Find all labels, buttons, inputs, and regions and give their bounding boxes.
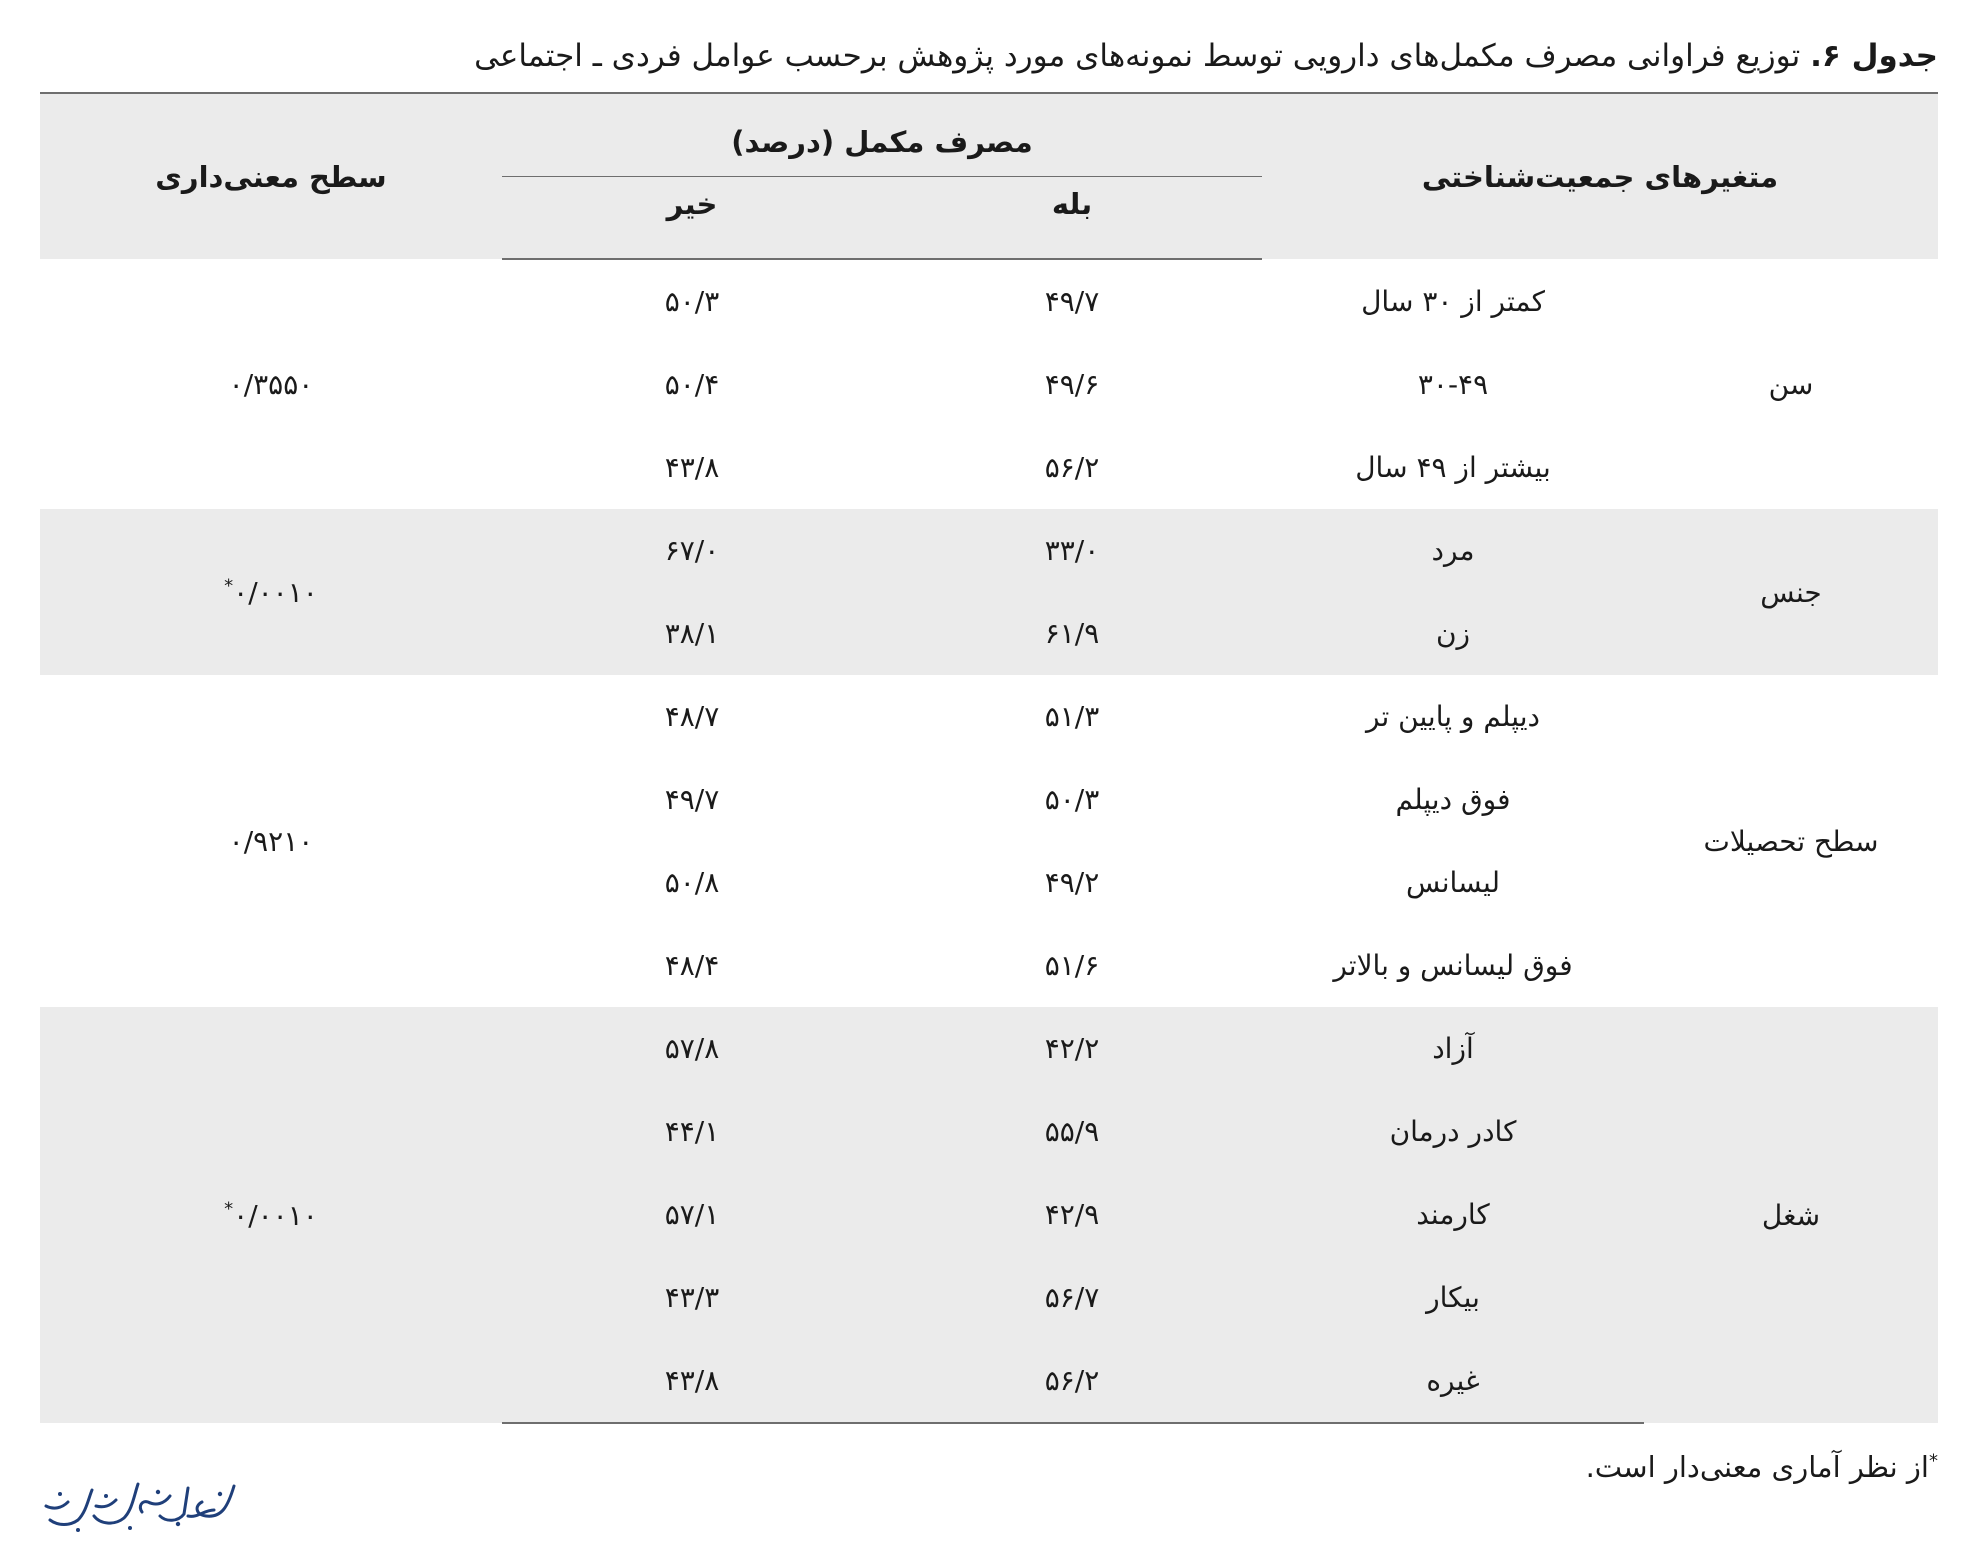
category-label: دیپلم و پایین تر (1366, 700, 1540, 733)
no-percent: ۴۸/۷ (664, 700, 720, 733)
yes-percent: ۵۵/۹ (882, 1090, 1262, 1173)
category-label: کمتر از ۳۰ سال (1361, 284, 1545, 318)
header-supplement-usage-label: مصرف مکمل (درصد) (731, 125, 1033, 159)
category-label: بیشتر از ۴۹ سال (1355, 451, 1551, 484)
significance-cell (40, 675, 502, 1007)
variable-group-name: جنس (1644, 509, 1938, 675)
no-percent: ۵۰/۸ (664, 866, 720, 899)
header-supplement-usage (502, 93, 1262, 177)
no-percent: ۴۳/۸ (664, 451, 720, 484)
yes-percent: ۵۶/۷ (882, 1256, 1262, 1339)
table-caption (40, 34, 1938, 78)
table-row (40, 1007, 1938, 1090)
variable-group-name: سطح تحصیلات (1703, 824, 1879, 858)
yes-percent: ۴۹/۷ (1044, 285, 1100, 318)
no-percent: ۴۳/۳ (502, 1256, 882, 1339)
yes-percent: ۶۱/۹ (882, 592, 1262, 675)
yes-percent: ۴۲/۹ (882, 1173, 1262, 1256)
header-demographic-variables: متغیرهای جمعیت‌شناختی (1262, 93, 1938, 259)
category-label: فوق دیپلم (1395, 783, 1511, 816)
no-percent: ۴۴/۱ (502, 1090, 882, 1173)
significance-value: ۰/۰۰۱۰ (233, 575, 318, 609)
no-percent: ۳۸/۱ (502, 592, 882, 675)
category-label: کادر درمان (1262, 1090, 1644, 1173)
footnote-text: از نظر آماری معنی‌دار است. (1585, 1450, 1929, 1484)
table-container (40, 92, 1938, 1424)
yes-percent: ۵۱/۳ (1044, 700, 1100, 733)
yes-percent: ۴۹/۲ (1044, 866, 1100, 899)
header-yes: بله (882, 177, 1262, 259)
no-percent: ۴۳/۸ (502, 1339, 882, 1423)
significance-cell (40, 259, 502, 509)
significance-value: ۰/۰۰۱۰ (233, 1198, 318, 1232)
category-label: بیکار (1262, 1256, 1644, 1339)
no-percent: ۵۷/۸ (502, 1007, 882, 1090)
header-spanner-rule (502, 176, 1262, 177)
yes-percent: ۵۶/۲ (1044, 451, 1100, 484)
yes-percent: ۵۶/۲ (882, 1339, 1262, 1423)
table-row (40, 675, 1938, 758)
table-body (40, 259, 1938, 1423)
variable-group-name: سن (1768, 367, 1814, 401)
yes-percent: ۳۳/۰ (882, 509, 1262, 592)
category-label: ۳۰-۴۹ (1417, 368, 1489, 401)
caption-label: جدول ۶. (1810, 38, 1938, 74)
no-percent: ۵۰/۴ (664, 368, 720, 401)
no-percent: ۶۷/۰ (502, 509, 882, 592)
significance-value: ۰/۹۲۱۰ (228, 824, 314, 858)
significance-cell (40, 1007, 502, 1423)
footnote (1586, 1447, 1938, 1487)
no-percent: ۴۹/۷ (664, 783, 720, 816)
category-label: آزاد (1262, 1007, 1644, 1090)
table-row (40, 259, 1938, 343)
category-label: فوق لیسانس و بالاتر (1333, 949, 1573, 982)
significance-star: * (224, 575, 234, 597)
category-label: لیسانس (1406, 866, 1500, 899)
yes-percent: ۴۹/۶ (1044, 368, 1100, 401)
table-row (40, 509, 1938, 592)
no-percent: ۵۰/۳ (664, 285, 720, 318)
significance-value: ۰/۳۵۵۰ (228, 367, 314, 401)
category-label: مرد (1262, 509, 1644, 592)
significance-star: * (224, 1198, 234, 1220)
table-header (40, 93, 1938, 259)
journal-logo (38, 1466, 248, 1536)
yes-percent: ۵۰/۳ (1044, 783, 1100, 816)
header-no: خیر (502, 177, 882, 259)
category-label: زن (1262, 592, 1644, 675)
category-label: کارمند (1262, 1173, 1644, 1256)
no-percent: ۵۷/۱ (502, 1173, 882, 1256)
supplement-usage-table (40, 92, 1938, 1424)
yes-percent: ۵۱/۶ (1044, 949, 1100, 982)
header-significance: سطح معنی‌داری (40, 93, 502, 259)
yes-percent: ۴۲/۲ (882, 1007, 1262, 1090)
category-label: غیره (1262, 1339, 1644, 1423)
significance-cell (40, 509, 502, 675)
no-percent: ۴۸/۴ (664, 949, 720, 982)
variable-group-name: شغل (1644, 1007, 1938, 1423)
journal-logo-calligraphy (38, 1466, 248, 1536)
footnote-star: * (1929, 1450, 1938, 1472)
caption-text: توزیع فراوانی مصرف مکمل‌های دارویی توسط نمونه‌های مورد پژوهش برحسب عوامل فردی ـ اجتماعی (474, 38, 1801, 74)
